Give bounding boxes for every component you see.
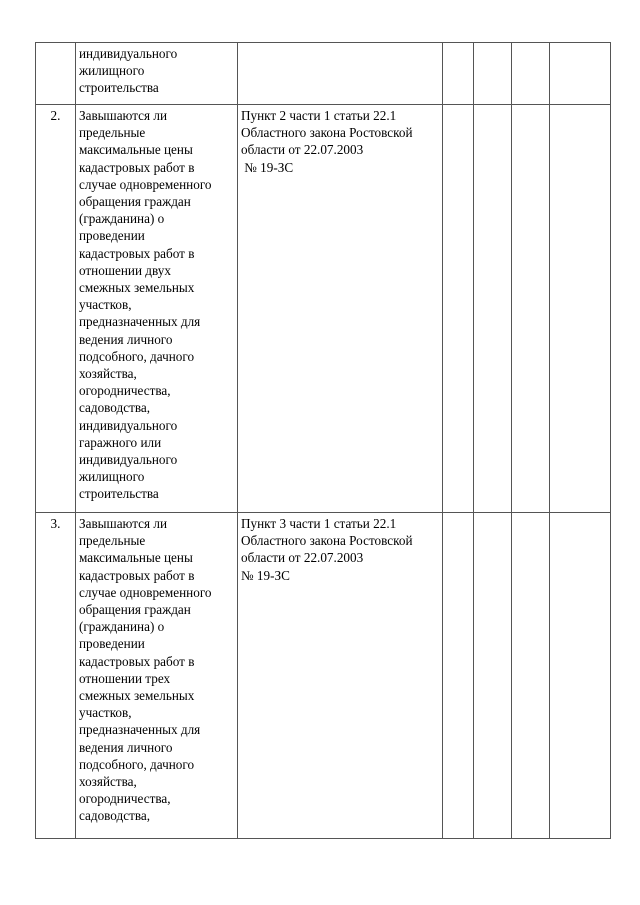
question-line: максимальные цены <box>79 550 193 566</box>
table-row <box>36 513 611 839</box>
legal-reference-cell <box>238 105 443 513</box>
question-cell <box>76 43 238 105</box>
notes-cell <box>550 513 611 839</box>
question-line: (гражданина) о <box>79 619 165 635</box>
question-line: отношении двух <box>79 262 171 278</box>
table-row <box>36 105 611 513</box>
question-line: огородничества, <box>79 383 171 399</box>
question-line: хозяйства, <box>79 366 137 382</box>
question-line: обращения граждан <box>79 602 191 618</box>
question-cell <box>76 513 238 839</box>
question-line: кадастровых работ в <box>79 245 195 261</box>
question-line: жилищного <box>79 469 145 485</box>
question-line: индивидуального <box>79 46 178 61</box>
question-line: участков, <box>79 297 132 313</box>
question-line: смежных земельных <box>79 688 195 704</box>
reference-line: Областного закона Ростовской <box>241 125 413 141</box>
question-line: садоводства, <box>79 808 151 824</box>
question-line: обращения граждан <box>79 194 191 210</box>
question-line: кадастровых работ в <box>79 653 195 669</box>
reference-line: области от 22.07.2003 <box>241 550 364 566</box>
answer-na-cell <box>512 513 550 839</box>
notes-cell <box>550 43 611 105</box>
question-line: предельные <box>79 125 146 141</box>
row-number: 3. <box>50 516 61 531</box>
question-line: индивидуального <box>79 452 178 468</box>
question-line: отношении трех <box>79 670 171 686</box>
answer-no-cell <box>474 105 512 513</box>
answer-yes-cell <box>443 513 474 839</box>
reference-line: области от 22.07.2003 <box>241 142 364 158</box>
row-number-cell <box>36 513 76 839</box>
question-line: (гражданина) о <box>79 211 165 227</box>
question-line: ведения личного <box>79 331 173 347</box>
question-line: ведения личного <box>79 739 173 755</box>
question-line: садоводства, <box>79 400 151 416</box>
reference-line: Пункт 3 части 1 статьи 22.1 <box>241 516 397 531</box>
question-line: кадастровых работ в <box>79 567 195 583</box>
question-line: строительства <box>79 80 159 96</box>
question-line: подсобного, дачного <box>79 756 195 772</box>
table-row <box>36 43 611 105</box>
answer-na-cell <box>512 43 550 105</box>
question-line: предельные <box>79 533 146 549</box>
question-line: проведении <box>79 228 145 244</box>
notes-cell <box>550 105 611 513</box>
question-line: кадастровых работ в <box>79 159 195 175</box>
answer-no-cell <box>474 43 512 105</box>
row-number-cell <box>36 105 76 513</box>
legal-reference-cell <box>238 513 443 839</box>
reference-line: № 19-ЗС <box>241 567 290 583</box>
question-line: предназначенных для <box>79 722 201 738</box>
question-line: случае одновременного <box>79 176 212 192</box>
question-line: подсобного, дачного <box>79 348 195 364</box>
checklist-table <box>35 42 611 839</box>
reference-line: Пункт 2 части 1 статьи 22.1 <box>241 108 397 123</box>
question-cell <box>76 105 238 513</box>
reference-line: Областного закона Ростовской <box>241 533 413 549</box>
legal-reference-cell <box>238 43 443 105</box>
answer-na-cell <box>512 105 550 513</box>
question-line: огородничества, <box>79 791 171 807</box>
answer-yes-cell <box>443 105 474 513</box>
question-line: смежных земельных <box>79 280 195 296</box>
question-line: предназначенных для <box>79 314 201 330</box>
reference-line: № 19-ЗС <box>241 159 294 175</box>
question-line: Завышаются ли <box>79 108 168 123</box>
question-line: Завышаются ли <box>79 516 168 531</box>
question-line: жилищного <box>79 63 145 79</box>
question-line: случае одновременного <box>79 584 212 600</box>
row-number: 2. <box>50 108 61 123</box>
row-number-cell <box>36 43 76 105</box>
question-line: гаражного или <box>79 434 162 450</box>
answer-no-cell <box>474 513 512 839</box>
question-line: проведении <box>79 636 145 652</box>
question-line: строительства <box>79 486 159 502</box>
answer-yes-cell <box>443 43 474 105</box>
question-line: участков, <box>79 705 132 721</box>
question-line: хозяйства, <box>79 774 137 790</box>
question-line: индивидуального <box>79 417 178 433</box>
question-line: максимальные цены <box>79 142 193 158</box>
